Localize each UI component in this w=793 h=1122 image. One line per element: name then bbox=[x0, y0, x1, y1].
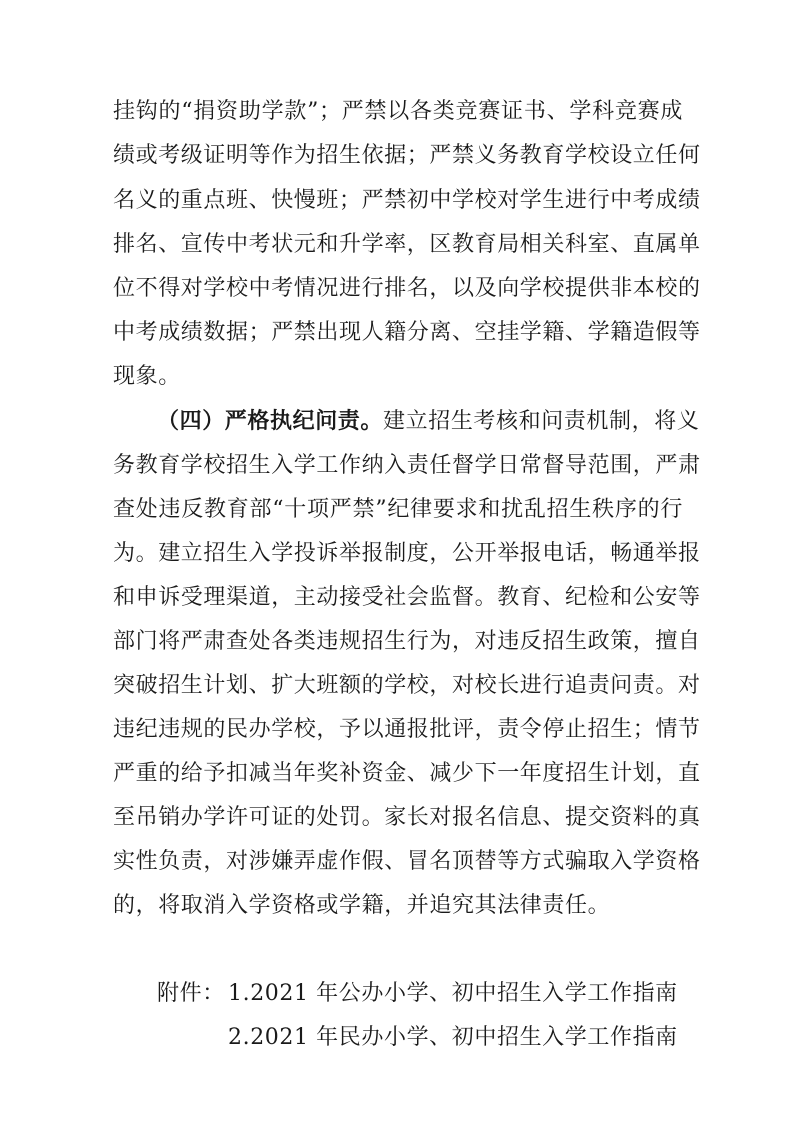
text-line: 绩或考级证明等作为招生依据；严禁义务教育学校设立任何 bbox=[113, 143, 701, 168]
text-line: 实性负责，对涉嫌弄虚作假、冒名顶替等方式骗取入学资格 bbox=[113, 849, 701, 874]
heading-line-text: 建立招生考核和问责机制，将义 bbox=[383, 409, 700, 434]
text-line: 务教育学校招生入学工作纳入责任督学日常督导范围，严肃 bbox=[113, 453, 701, 478]
text-line: 现象。 bbox=[113, 364, 181, 389]
text-line: 突破招生计划、扩大班额的学校，对校长进行追责问责。对 bbox=[113, 673, 701, 698]
text-line: 查处违反教育部“十项严禁”纪律要求和扰乱招生秩序的行 bbox=[113, 497, 683, 522]
text-line: 违纪违规的民办学校，予以通报批评，责令停止招生；情节 bbox=[113, 717, 701, 742]
text-line: 中考成绩数据；严禁出现人籍分离、空挂学籍、学籍造假等 bbox=[113, 320, 701, 345]
text-line: 至吊销办学许可证的处罚。家长对报名信息、提交资料的真 bbox=[113, 805, 701, 830]
text-line: 部门将严肃查处各类违规招生行为，对违反招生政策，擅自 bbox=[113, 629, 701, 654]
section-heading: （四）严格执纪问责。 bbox=[157, 409, 384, 434]
text-line: 排名、宣传中考状元和升学率，区教育局相关科室、直属单 bbox=[113, 232, 701, 257]
text-line-heading bbox=[157, 409, 700, 435]
attachment-item: 1.2021 年公办小学、初中招生入学工作指南 bbox=[228, 981, 678, 1006]
text-line: 名义的重点班、快慢班；严禁初中学校对学生进行中考成绩 bbox=[113, 188, 701, 213]
attachments-label: 附件： bbox=[157, 981, 225, 1006]
text-line: 和申诉受理渠道，主动接受社会监督。教育、纪检和公安等 bbox=[113, 585, 701, 610]
text-line: 的，将取消入学资格或学籍，并追究其法律责任。 bbox=[113, 893, 611, 918]
text-line: 为。建立招生入学投诉举报制度，公开举报电话，畅通举报 bbox=[113, 541, 701, 566]
text-line: 严重的给予扣减当年奖补资金、减少下一年度招生计划，直 bbox=[113, 761, 701, 786]
text-line: 挂钩的“捐资助学款”；严禁以各类竞赛证书、学科竞赛成 bbox=[113, 99, 683, 124]
attachment-item: 2.2021 年民办小学、初中招生入学工作指南 bbox=[228, 1025, 678, 1050]
text-line: 位不得对学校中考情况进行排名，以及向学校提供非本校的 bbox=[113, 276, 701, 301]
